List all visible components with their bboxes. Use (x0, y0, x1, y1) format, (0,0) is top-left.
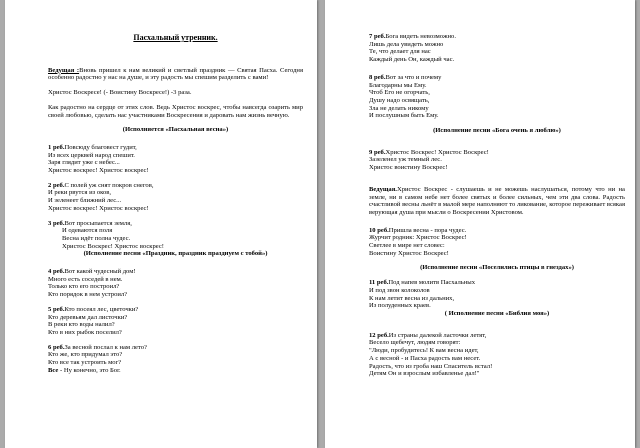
verse-line: Христос воистину Воскрес! (369, 164, 448, 172)
verse-line: Кто посеял лес, цветочки? (64, 305, 139, 313)
verse-line: "Люди, пробудитесь! К вам весна идет, (369, 347, 479, 355)
verse-line: Кто деревьям дал листочки? (48, 313, 128, 321)
verse-line: Христос Воскрес! Христос воскрес! (62, 242, 165, 250)
verse-line: Радость, что из гроба наш Спаситель встал! (369, 362, 493, 370)
document-title: Пасхальный утренник. (133, 33, 218, 42)
verse-line: Христос Воскрес! Христос Воскрес! (385, 148, 489, 156)
verse-line: Под напев молитв Пасхальных (388, 279, 475, 287)
verse-line: К нам летит весна из дальних, (369, 294, 455, 302)
verse-8 (369, 74, 625, 120)
verse-line: Христос воскрес! Христос воскрес! (48, 167, 149, 175)
verse-11 (369, 279, 625, 310)
verse-line: И реки рвутся из оков, (48, 189, 112, 197)
host-text: Христос Воскрес - слушаешь и не можешь наслушаться, потому что ни на земле, ни в самом небе нет более святых и более сильных, чем эти два слова. Радость счастливой весны льнёт в малой мере наполняют то ликование, которое переживает всякая верующая душа при мысли о Воскресении Христовом. (369, 185, 625, 216)
verse-line: А с весной - и Пасха радость вам несет. (369, 354, 481, 362)
song-note-3: (Исполнение песни «Бога очень я люблю») (433, 127, 561, 135)
verse-1 (48, 144, 303, 175)
verse-line: Повсюду благовест гудит, (64, 143, 137, 151)
verse-line: Лишь дела увидеть можно (369, 40, 444, 48)
verse-label: 10 реб. (369, 226, 389, 234)
verse-label: 5 реб. (48, 305, 65, 313)
verse-line: Христос воскрес! Христос воскрес! (48, 204, 149, 212)
verse-line: Те, что делает для нас (369, 48, 431, 56)
song-note-5: ( Исполнение песни «Библия моя») (444, 309, 550, 317)
intro-speaker: Ведущая : (48, 66, 80, 74)
verse-line: Вот просыпается земля, (64, 219, 132, 227)
verse-label: 3 реб. (48, 219, 65, 227)
verse-12 (369, 332, 625, 378)
verse-line: Пришла весна - пора чудес. (388, 226, 467, 234)
verse-line: И послушным быть Ему. (369, 112, 439, 120)
verse-6 (48, 344, 303, 375)
host-paragraph (369, 186, 625, 217)
verse-9 (369, 149, 625, 172)
verse-line: И под звон колоколов (369, 286, 430, 294)
verse-line: Каждый день Он, каждый час. (369, 56, 455, 64)
verse-10 (369, 227, 625, 258)
verse-label: 4 реб. (48, 268, 65, 276)
verse-line: Кто порядок в нем устроил? (48, 291, 128, 299)
greeting-line: Христос Воскресе! (- Воистину Воскресе!) -3 раза. (48, 89, 192, 97)
intro-paragraph-2: Как радостно на сердце от этих слов. Ведь Христос воскрес, чтобы навсегда озарить мир своей любовью, сделать нас участниками Воскресения и даровать нам жизнь вечную. (48, 103, 303, 119)
verse-line: Заря глядит уже с небес... (48, 159, 120, 167)
verse-line: Весело щебечут, людям говорят: (369, 339, 461, 347)
verse-5 (48, 306, 303, 337)
verse-line: Из полуденных краев. (369, 302, 431, 310)
verse-label: 9 реб. (369, 148, 386, 156)
verse-line: Зазеленел уж темный лес. (369, 156, 442, 164)
verse-line: Бога видеть невозможно. (385, 33, 456, 40)
verse-line: Детям Он и взрослым избавленье дал!" (369, 370, 480, 378)
intro-paragraph (48, 67, 303, 82)
all-label: Все (48, 366, 59, 374)
intro-text: Вновь пришел к нам великий и светлый праздник — Святая Пасха. Сегодня особенно радостно у нас на душе, и эту радость мы спешим разделить с вами! (48, 66, 303, 82)
verse-line: Из всех церквей народ спешит. (48, 151, 135, 159)
verse-line: Журчит родник: Христос Воскрес! (369, 234, 467, 242)
verse-line: Много есть соседей в нем. (48, 275, 123, 283)
verse-line: Воистину Христос Воскрес! (369, 249, 449, 257)
verse-4 (48, 268, 303, 299)
song-note-2: (Исполнение песни «Праздник, праздник празднуем с тобой») (83, 250, 268, 258)
verse-label: 1 реб. (48, 143, 65, 151)
verse-line: Вот какой чудесный дом! (64, 268, 136, 276)
verse-7 (369, 33, 625, 64)
verse-line: Светлее в мире нет словес: (369, 242, 445, 250)
verse-3 (48, 220, 303, 251)
page-left (5, 0, 317, 448)
verse-label: 6 реб. (48, 343, 65, 351)
verse-line: - Ну конечно, это Бог. (58, 366, 121, 374)
verse-line: Зла не делать никому (369, 104, 429, 112)
verse-label: 8 реб. (369, 73, 386, 81)
verse-line: Кто в них рыбок поселил? (48, 328, 122, 336)
verse-line: Кто все так устроить мог? (48, 359, 122, 367)
verse-line: Кто же, кто придумал это? (48, 351, 123, 359)
verse-line: За весной послал к нам лето? (64, 343, 147, 351)
verse-line: Только кто его построил? (48, 283, 120, 291)
page-right (325, 0, 635, 448)
verse-line: В реки кто воды налил? (48, 321, 115, 329)
verse-label: 7 реб. (369, 33, 386, 40)
verse-label: 12 реб. (369, 331, 389, 339)
verse-line: Вот за что и почему (385, 73, 442, 81)
verse-line: Чтоб Его не огорчать, (369, 89, 430, 97)
host-label: Ведущая. (369, 185, 397, 193)
verse-line: Весна идёт полна чудес. (62, 234, 131, 242)
verse-label: 2 реб. (48, 181, 65, 189)
verse-line: С полей уж снят покров снегов, (64, 181, 154, 189)
song-note-4: (Исполнение песни «Поселились птицы в гнездах») (420, 264, 574, 272)
verse-line: Благодарны мы Ему. (369, 81, 427, 89)
verse-line: Душу надо освящать, (369, 96, 430, 104)
verse-line: И одеваются поля (62, 227, 113, 235)
song-note-1: (Исполняется «Пасхальная весна») (122, 126, 229, 134)
verse-2 (48, 182, 303, 213)
verse-label: 11 реб. (369, 279, 389, 287)
verse-line: Из страны далекой ласточки летят, (388, 331, 487, 339)
verse-line: И зеленеет ближний лес... (48, 197, 122, 205)
